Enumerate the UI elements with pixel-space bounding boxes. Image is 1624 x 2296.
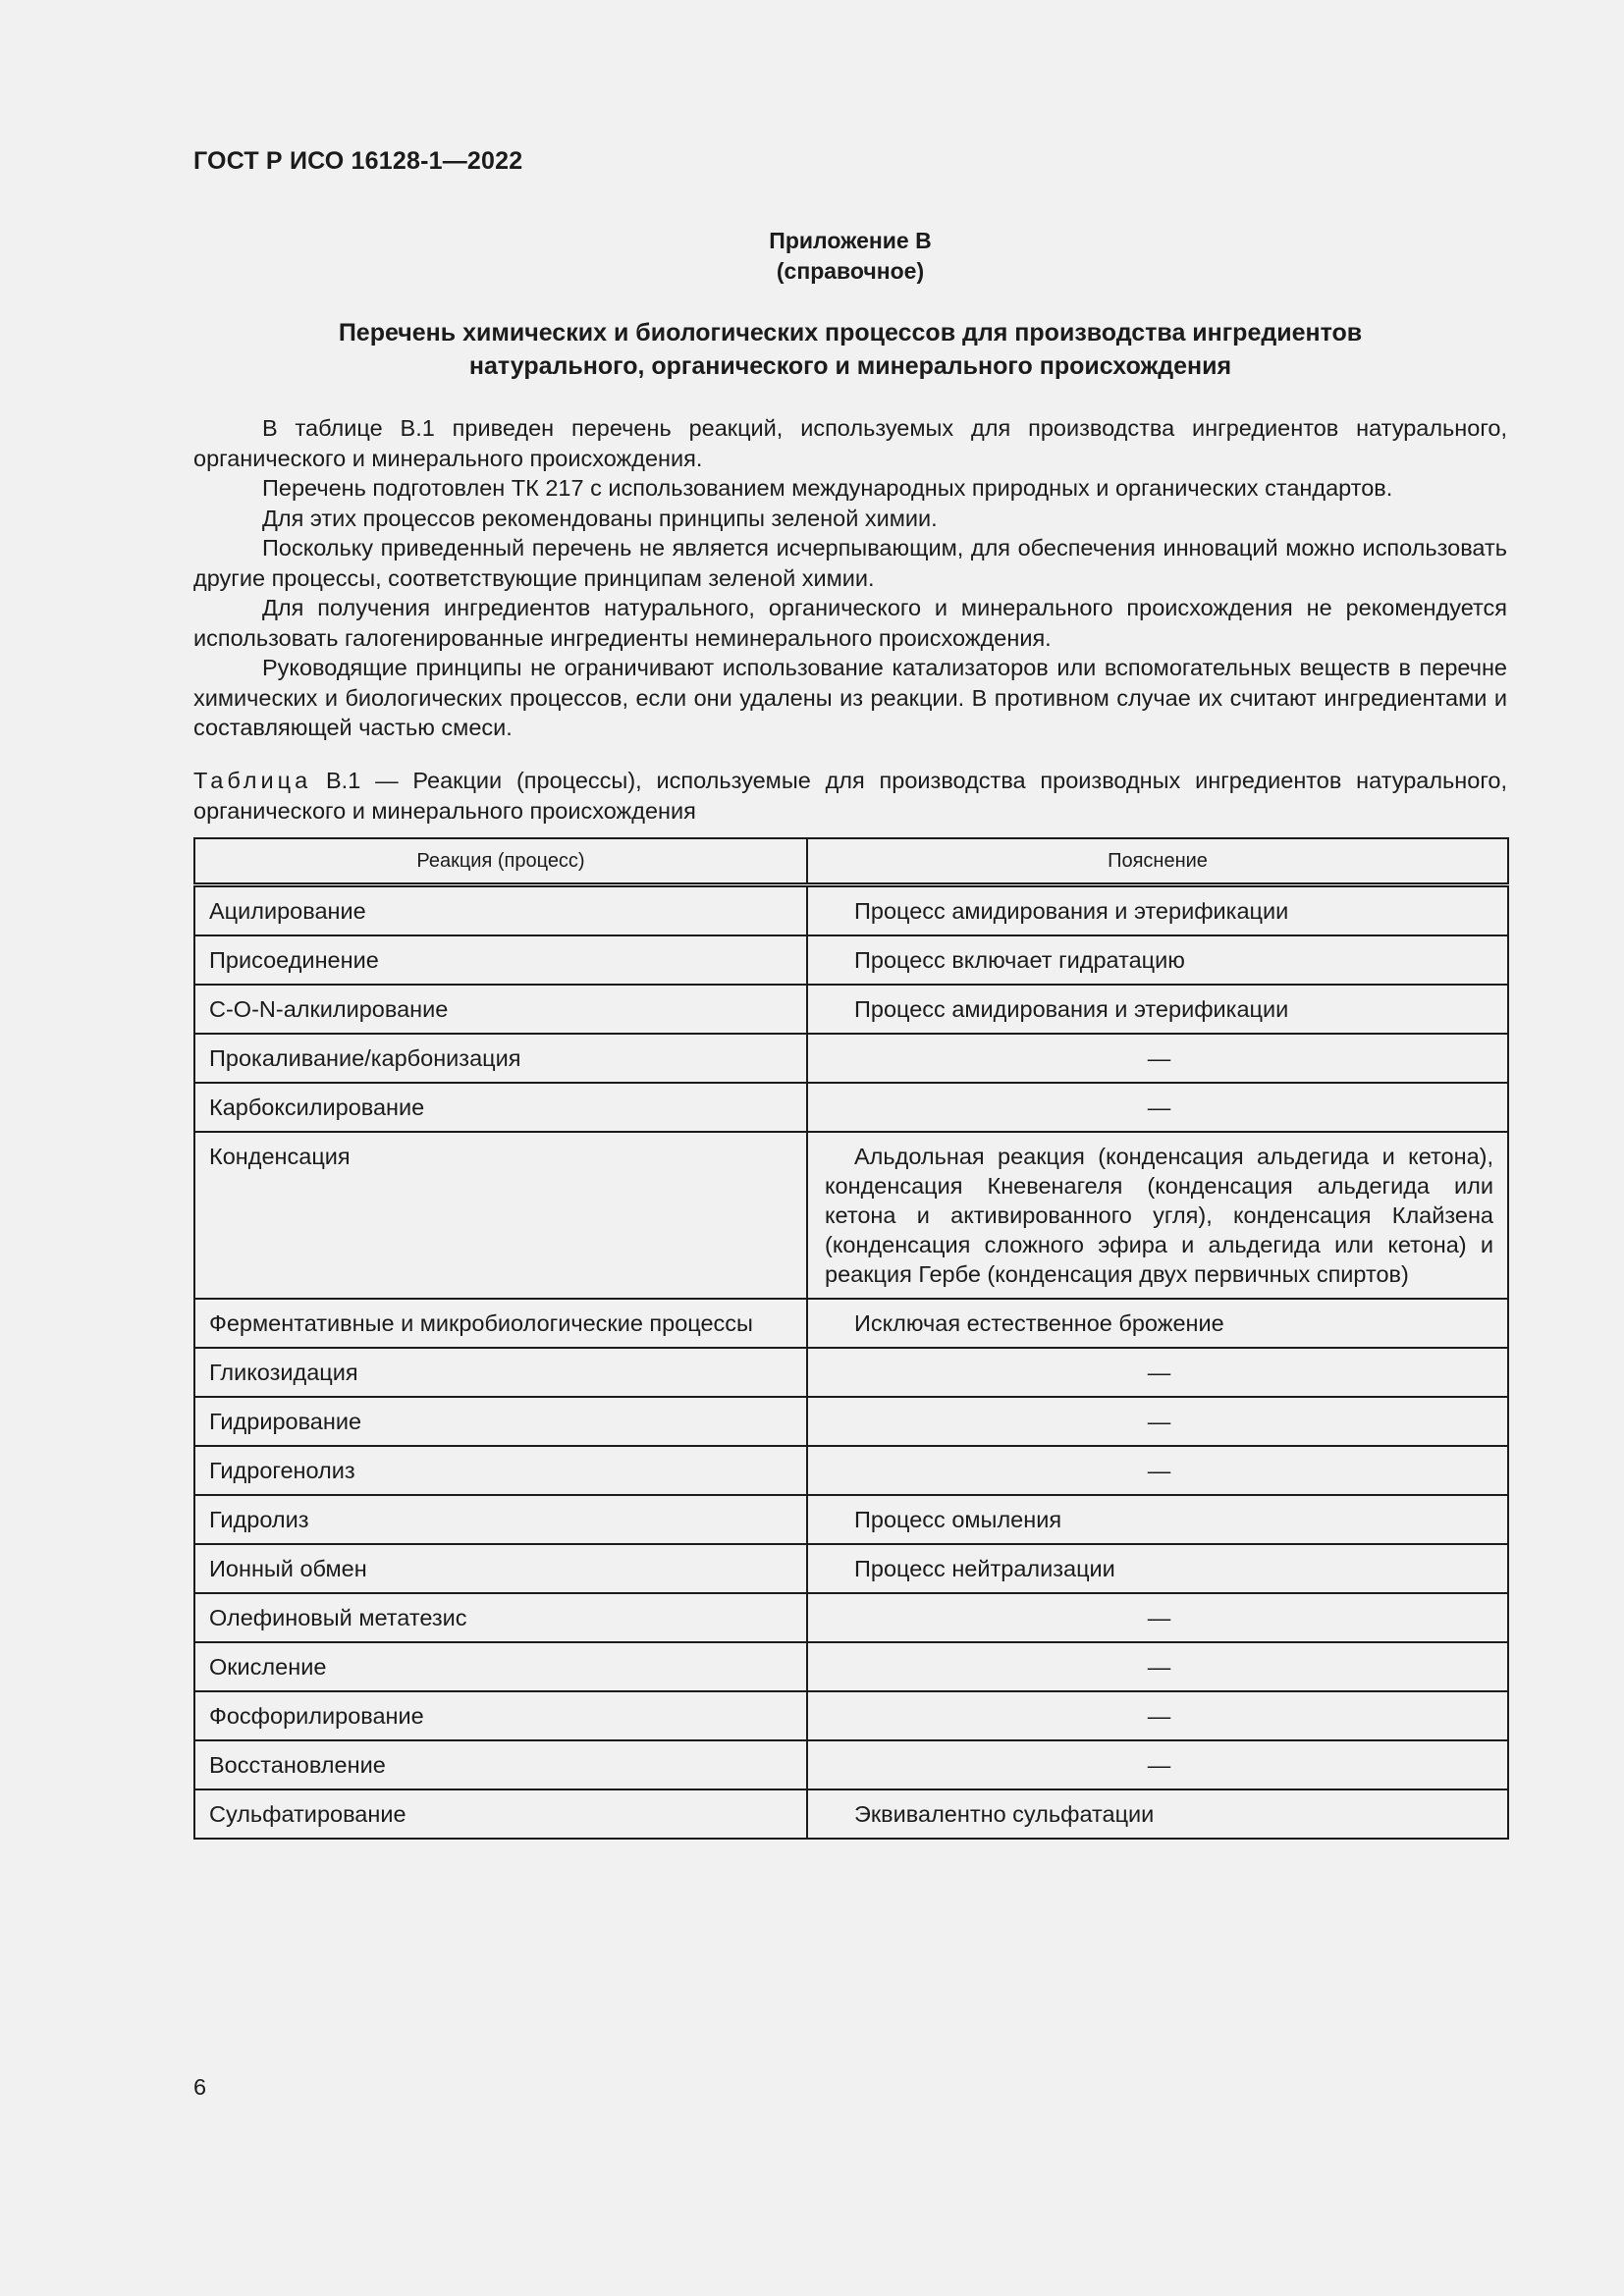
reaction-cell: Карбоксилирование [194, 1083, 807, 1132]
table-row [194, 1544, 1508, 1593]
reaction-cell: Гликозидация [194, 1348, 807, 1397]
table-row [194, 985, 1508, 1034]
reaction-cell: Сульфатирование [194, 1789, 807, 1839]
section-title [193, 316, 1507, 383]
note-cell: Процесс амидирования и этерификации [807, 885, 1508, 936]
intro-text [193, 413, 1507, 743]
table-caption-text: В.1 — Реакции (процессы), используемые для производства производных ингредиентов натурального, органического и минерального происхождения [193, 768, 1508, 824]
document-header: ГОСТ Р ИСО 16128-1—2022 [193, 147, 523, 175]
reactions-table [193, 837, 1509, 1840]
reaction-cell: Ацилирование [194, 885, 807, 936]
table-caption [193, 766, 1507, 826]
reaction-cell: Гидрогенолиз [194, 1446, 807, 1495]
reaction-cell: Гидрирование [194, 1397, 807, 1446]
appendix-subtitle: (справочное) [776, 258, 925, 284]
table-row [194, 1593, 1508, 1642]
intro-paragraph: Руководящие принципы не ограничивают использование катализаторов или вспомогательных веществ в перечне химических и биологических процессов, если они удалены из реакции. В противном случае их считают ингредиентами и составляющей частью смеси. [193, 655, 1507, 740]
table-row [194, 1299, 1508, 1348]
table-row [194, 1132, 1508, 1299]
reaction-cell: Конденсация [194, 1132, 807, 1299]
table-row [194, 1789, 1508, 1839]
table-caption-label: Таблица [193, 768, 312, 793]
note-cell: Эквивалентно сульфатации [807, 1789, 1508, 1839]
intro-paragraph: Поскольку приведенный перечень не является исчерпывающим, для обеспечения инноваций можно использовать другие процессы, соответствующие принципам зеленой химии. [193, 535, 1507, 591]
note-cell: Исключая естественное брожение [807, 1299, 1508, 1348]
reaction-cell: Окисление [194, 1642, 807, 1691]
table-row [194, 1446, 1508, 1495]
page-number: 6 [193, 2074, 207, 2100]
reaction-cell: Восстановление [194, 1740, 807, 1789]
note-cell: — [807, 1397, 1508, 1446]
note-cell: Процесс амидирования и этерификации [807, 985, 1508, 1034]
table-row [194, 935, 1508, 985]
reaction-cell: Олефиновый метатезис [194, 1593, 807, 1642]
section-title-line-2: натурального, органического и минерального происхождения [468, 352, 1232, 380]
reaction-cell: Прокаливание/карбонизация [194, 1034, 807, 1083]
table-row [194, 1740, 1508, 1789]
table-row [194, 885, 1508, 936]
intro-paragraph: В таблице В.1 приведен перечень реакций, используемых для производства ингредиентов натурального, органического и минерального происхождения. [193, 415, 1507, 471]
column-header-reaction: Реакция (процесс) [194, 838, 807, 885]
note-cell: — [807, 1348, 1508, 1397]
note-cell: — [807, 1691, 1508, 1740]
appendix-title: Приложение В [769, 228, 932, 253]
table-row [194, 1495, 1508, 1544]
reaction-cell: Гидролиз [194, 1495, 807, 1544]
appendix-heading [193, 226, 1507, 287]
section-title-line-1: Перечень химических и биологических процессов для производства ингредиентов [338, 319, 1363, 347]
table-row [194, 1691, 1508, 1740]
table-row [194, 1642, 1508, 1691]
reaction-cell: C-O-N-алкилирование [194, 985, 807, 1034]
note-cell: — [807, 1740, 1508, 1789]
table-row [194, 1083, 1508, 1132]
reaction-cell: Присоединение [194, 935, 807, 985]
note-cell: Процесс нейтрализации [807, 1544, 1508, 1593]
note-cell: Альдольная реакция (конденсация альдегида и кетона), конденсация Кневенагеля (конденсация альдегида или кетона и активированного угля), конденсация Клайзена (конденсация сложного эфира и альдегида или кетона) и реакция Гербе (конденсация двух первичных спиртов) [807, 1132, 1508, 1299]
reaction-cell: Ферментативные и микробиологические процессы [194, 1299, 807, 1348]
table-row [194, 1397, 1508, 1446]
intro-paragraph: Для получения ингредиентов натурального, органического и минерального происхождения не рекомендуется использовать галогенированные ингредиенты неминерального происхождения. [193, 595, 1507, 651]
table-row [194, 1348, 1508, 1397]
reaction-cell: Ионный обмен [194, 1544, 807, 1593]
intro-paragraph: Перечень подготовлен ТК 217 с использованием международных природных и органических стандартов. [262, 475, 1393, 501]
reaction-cell: Фосфорилирование [194, 1691, 807, 1740]
note-cell: — [807, 1083, 1508, 1132]
note-cell: Процесс включает гидратацию [807, 935, 1508, 985]
note-cell: — [807, 1034, 1508, 1083]
note-cell: — [807, 1593, 1508, 1642]
note-cell: — [807, 1446, 1508, 1495]
intro-paragraph: Для этих процессов рекомендованы принципы зеленой химии. [262, 505, 938, 531]
note-cell: Процесс омыления [807, 1495, 1508, 1544]
table-body [194, 885, 1508, 1840]
column-header-note: Пояснение [807, 838, 1508, 885]
table-header-row [194, 838, 1508, 885]
note-cell: — [807, 1642, 1508, 1691]
table-row [194, 1034, 1508, 1083]
